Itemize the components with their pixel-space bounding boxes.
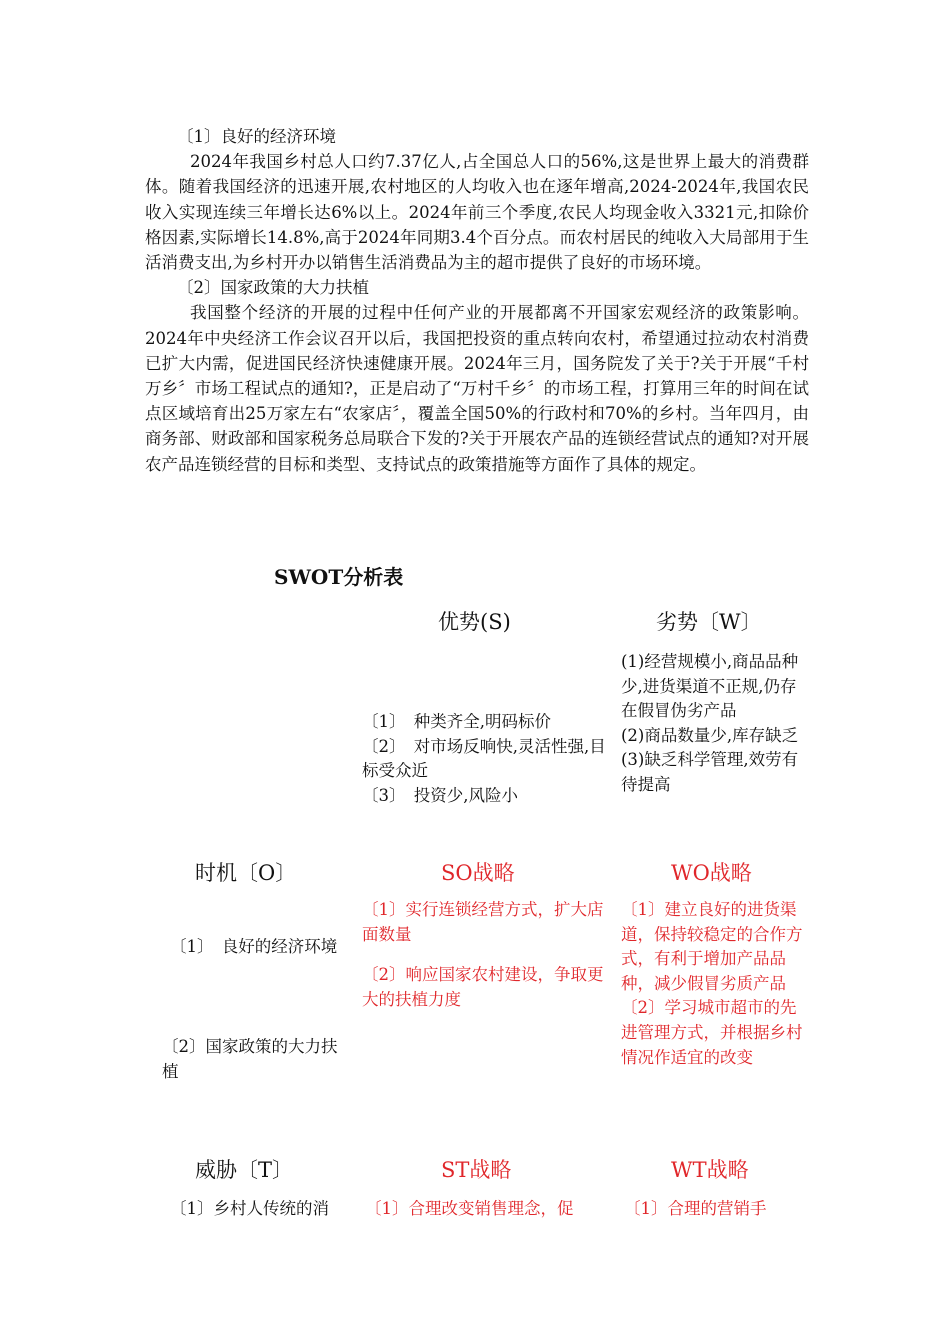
list-item: 〔1〕合理改变销售理念，促 [365,1199,574,1218]
threats-list [170,1197,350,1222]
so-strategy-list [362,898,607,1012]
list-item: 〔3〕 投资少,风险小 [362,785,518,805]
list-item: 〔1〕实行连锁经营方式，扩大店面数量 [362,900,604,944]
opportunity-item [170,935,345,960]
section-paragraph: 2024年我国乡村总人口约7.37亿人,占全国总人口的56%,这是世界上最大的消费群体。随着我国经济的迅速开展,农村地区的人均收入也在逐年增高,2024-2024年,我国农民收入实现连续三年增长达6%以上。2024年前三个季度,农民人均现金收入3321元,扣除价格因素,实际增长14.8%,高于2024年同期3.4个百分点。而农村居民的纯收入大局部用于生活消费支出,为乡村开办以销售生活消费品为主的超市提供了良好的市场环境。 [145,152,809,273]
weakness-header: 劣势〔W〕 [656,610,762,634]
swot-title: SWOT分析表 [274,565,404,589]
wt-strategy-header: WT战略 [671,1158,749,1182]
list-item: (3)缺乏科学管理,效劳有待提高 [621,750,799,794]
wt-strategy-list [624,1197,809,1222]
list-item: 〔1〕合理的营销手 [624,1199,767,1218]
list-item: (1)经营规模小,商品品种少,进货渠道不正规,仍存在假冒伪劣产品 [621,652,799,721]
st-strategy-header: ST战略 [441,1158,512,1182]
list-item: 〔1〕乡村人传统的消 [170,1199,329,1218]
list-item: 〔2〕学习城市超市的先进管理方式，并根据乡村情况作适宜的改变 [621,998,803,1067]
so-strategy-header: SO战略 [441,861,515,885]
list-item: 〔1〕建立良好的进货渠道，保持较稳定的合作方式，有利于增加产品品种，减少假冒劣质产品 [621,900,803,993]
list-item: 〔1〕 良好的经济环境 [170,937,338,956]
list-item: 〔2〕响应国家农村建设，争取更大的扶植力度 [362,965,604,1009]
opportunity-header: 时机〔O〕 [195,861,297,885]
opportunity-item [162,1035,347,1084]
threat-header: 威胁〔T〕 [195,1158,294,1182]
weaknesses-list [621,650,806,798]
strengths-list [362,710,607,808]
list-item: (2)商品数量少,库存缺乏 [621,725,799,745]
section-heading: 〔2〕国家政策的大力扶植 [177,278,369,298]
st-strategy-list [365,1197,610,1222]
section-economic-environment [145,124,809,477]
section-paragraph: 我国整个经济的开展的过程中任何产业的开展都离不开国家宏观经济的政策影响。2024年中央经济工作会议召开以后，我国把投资的重点转向农村，希望通过拉动农村消费已扩大内需，促进国民经济快速健康开展。2024年三月，国务院发了关于?关于开展“千村万乡〞市场工程试点的通知?，正是启动了“万村千乡〞的市场工程，打算用三年的时间在试点区域培育出25万家左右“农家店〞，覆盖全国50%的行政村和70%的乡村。当年四月，由商务部、财政部和国家税务总局联合下发的?关于开展农产品的连锁经营试点的通知?对开展农产品连锁经营的目标和类型、支持试点的政策措施等方面作了具体的规定。 [145,303,809,474]
list-item: 〔2〕 对市场反响快,灵活性强,目标受众近 [362,736,606,781]
wo-strategy-header: WO战略 [671,861,752,885]
list-item: 〔1〕 种类齐全,明码标价 [362,712,551,731]
wo-strategy-list [621,898,806,1070]
list-item: 〔2〕国家政策的大力扶植 [162,1037,338,1081]
strength-header: 优势(S) [438,610,511,634]
section-heading: 〔1〕良好的经济环境 [177,127,336,146]
